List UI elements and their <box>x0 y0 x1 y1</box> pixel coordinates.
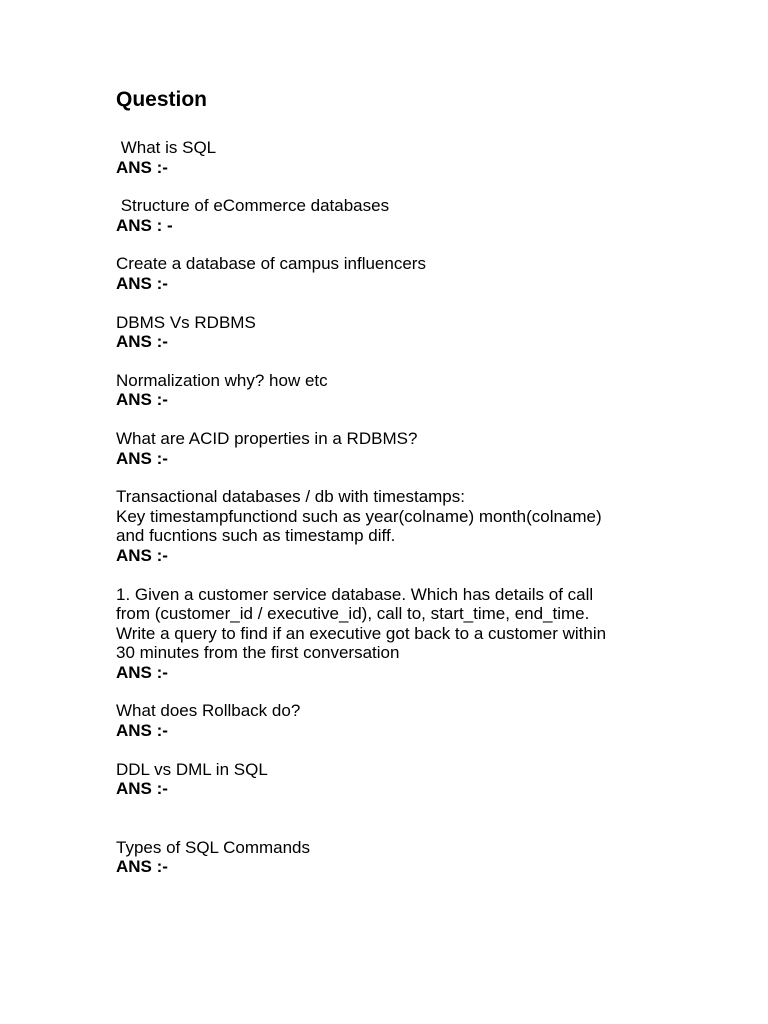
page-title: Question <box>116 88 208 111</box>
question-text: 1. Given a customer service database. Which has details of call <box>116 584 594 604</box>
answer-label: ANS :- <box>116 332 168 352</box>
question-text: Write a query to find if an executive got back to a customer within <box>116 623 607 643</box>
answer-label: ANS :- <box>116 390 168 410</box>
answer-label: ANS :- <box>116 273 168 293</box>
answer-label: ANS :- <box>116 157 168 177</box>
document-page <box>116 86 676 896</box>
question-block <box>116 760 676 799</box>
question-text: 30 minutes from the first conversation <box>116 643 400 663</box>
question-block <box>116 138 676 177</box>
answer-label: ANS : - <box>116 215 173 235</box>
answer-label: ANS :- <box>116 448 168 468</box>
question-text: Normalization why? how etc <box>116 370 328 390</box>
question-text: What is SQL <box>116 138 217 157</box>
question-block <box>116 701 676 740</box>
answer-label: ANS :- <box>116 779 168 799</box>
question-text: What does Rollback do? <box>116 701 301 721</box>
question-block <box>116 313 676 352</box>
question-text: Structure of eCommerce databases <box>116 196 390 216</box>
question-text: DDL vs DML in SQL <box>116 759 268 779</box>
answer-label: ANS :- <box>116 857 168 877</box>
question-text: Types of SQL Commands <box>116 837 311 857</box>
question-text: Transactional databases / db with timestamps: <box>116 487 465 507</box>
answer-label: ANS :- <box>116 545 168 565</box>
question-text: and fucntions such as timestamp diff. <box>116 526 396 546</box>
question-block <box>116 838 676 877</box>
question-block <box>116 429 676 468</box>
question-text: from (customer_id / executive_id), call to, start_time, end_time. <box>116 604 590 624</box>
question-block <box>116 585 676 683</box>
answer-label: ANS :- <box>116 662 168 682</box>
question-block <box>116 254 676 293</box>
question-text: Key timestampfunctiond such as year(colname) month(colname) <box>116 506 602 526</box>
question-block <box>116 371 676 410</box>
answer-label: ANS :- <box>116 721 168 741</box>
question-text: DBMS Vs RDBMS <box>116 312 256 332</box>
question-block <box>116 196 676 235</box>
question-block <box>116 487 676 565</box>
question-text: What are ACID properties in a RDBMS? <box>116 428 418 448</box>
question-text: Create a database of campus influencers <box>116 254 426 274</box>
